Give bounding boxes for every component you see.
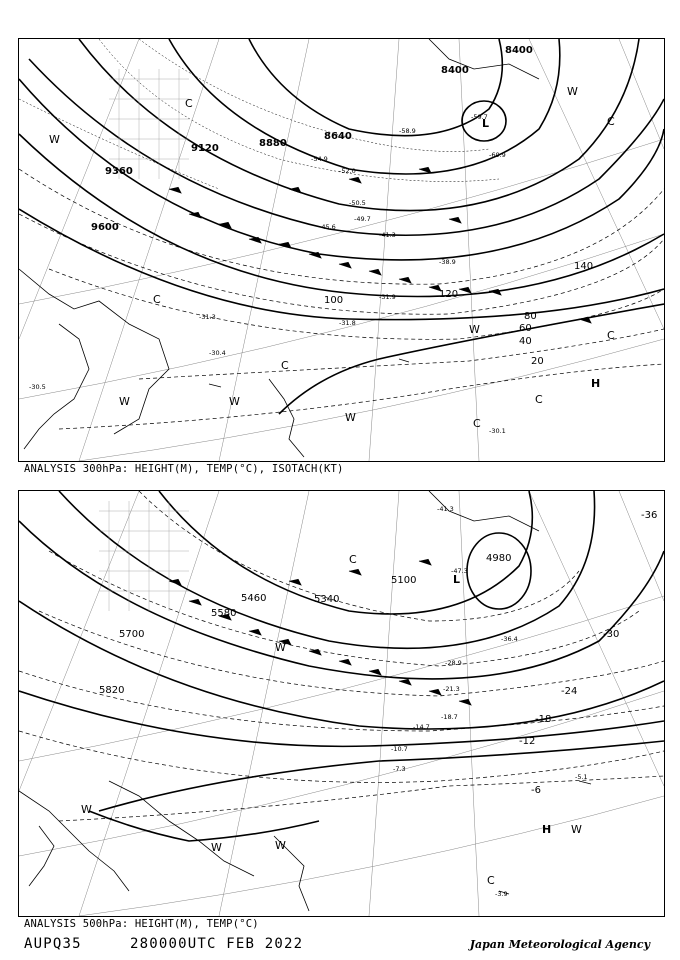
analysis-300hpa-map (18, 38, 665, 462)
height-label: 9120 (191, 143, 219, 154)
height-contours-500 (19, 491, 664, 841)
temperature-label: -5.1 (575, 773, 588, 781)
warm-center-marker: W (567, 85, 578, 98)
cold-center-marker: C (349, 553, 357, 566)
cold-center-marker: C (487, 874, 495, 887)
temperature-label-group-300 (29, 113, 506, 435)
height-label: 5820 (99, 685, 125, 696)
warm-center-marker: W (275, 641, 286, 654)
temperature-label: -3.9 (495, 890, 508, 898)
height-label: 8400 (505, 45, 533, 56)
warm-center-marker: W (469, 323, 480, 336)
temperature-label: -21.3 (443, 685, 460, 693)
temperature-label: -36.4 (501, 635, 518, 643)
warm-center-marker: W (49, 133, 60, 146)
station-grid-500 (99, 501, 189, 611)
temperature-label: -31.8 (339, 319, 356, 327)
low-center-marker: L (453, 573, 461, 586)
isotach-label: 140 (574, 261, 594, 272)
temperature-label: -18.7 (441, 713, 458, 721)
high-center-marker: H (591, 377, 601, 390)
isotach-label: 60 (519, 323, 532, 334)
isotherm-label: -18 (535, 714, 552, 725)
warm-center-marker: W (119, 395, 130, 408)
isotach-label: 100 (324, 295, 344, 306)
analysis-500hpa-map (18, 490, 665, 917)
cold-center-marker: C (473, 417, 481, 430)
warm-center-marker: W (571, 823, 582, 836)
height-label: 5700 (119, 629, 145, 640)
map-500-canvas (19, 491, 664, 916)
temperature-label: -30.1 (489, 427, 506, 435)
warm-center-marker: W (211, 841, 222, 854)
height-label: 8880 (259, 138, 287, 149)
temperature-label: -31.9 (379, 293, 396, 301)
temperature-label: -7.3 (393, 765, 406, 773)
caption-300hpa: ANALYSIS 300hPa: HEIGHT(M), TEMP(°C), ISOTACH(KT) (24, 463, 344, 475)
graticule-300 (19, 39, 664, 461)
temperature-label: -45.6 (319, 223, 336, 231)
height-label: 4980 (486, 553, 512, 564)
cold-center-marker: C (607, 115, 615, 128)
height-label: 5460 (241, 593, 267, 604)
warm-center-marker: W (229, 395, 240, 408)
height-label: 5340 (314, 594, 340, 605)
valid-time: 280000UTC FEB 2022 (129, 936, 304, 952)
isotach-label: 40 (519, 336, 532, 347)
isotherm-label: -36 (641, 510, 658, 521)
graticule-500 (19, 491, 664, 916)
temperature-label: -47.3 (451, 567, 468, 575)
temperature-label: -58.9 (399, 127, 416, 135)
height-label: 5580 (211, 608, 237, 619)
cold-center-marker: C (185, 97, 193, 110)
warm-center-marker: W (345, 411, 356, 424)
isotach-label: 80 (524, 311, 537, 322)
isotherm-label: -6 (531, 785, 541, 796)
map-300-canvas (19, 39, 664, 461)
height-label: 9600 (91, 222, 119, 233)
temperature-label: -41.3 (437, 505, 454, 513)
isotherm-label: -24 (561, 686, 578, 697)
isotherms-300 (19, 39, 499, 189)
temperature-label: -50.5 (349, 199, 366, 207)
isotach-label: 20 (531, 356, 544, 367)
temperature-label: -10.7 (391, 745, 408, 753)
caption-500hpa: ANALYSIS 500hPa: HEIGHT(M), TEMP(°C) (24, 918, 259, 930)
temperature-label: -52.0 (339, 167, 356, 175)
height-label: 8640 (324, 131, 352, 142)
isotherm-label: -12 (519, 736, 536, 747)
isotherm-label: -30 (603, 629, 620, 640)
temperature-label: -14.7 (413, 723, 430, 731)
station-grid-300 (109, 69, 189, 179)
temperature-label: -28.9 (445, 659, 462, 667)
temperature-label: -60.9 (489, 151, 506, 159)
height-label: 9360 (105, 166, 133, 177)
temperature-label: -59.7 (471, 113, 488, 121)
temperature-label: -30.5 (29, 383, 46, 391)
warm-center-marker: W (275, 839, 286, 852)
isotach-label: 120 (439, 289, 459, 300)
cold-center-marker: C (535, 393, 543, 406)
height-label: 5100 (391, 575, 417, 586)
temperature-label: -30.4 (209, 349, 226, 357)
height-label: 8400 (441, 65, 469, 76)
warm-center-marker: W (81, 803, 92, 816)
chart-id-line (24, 936, 303, 952)
low-center-marker: L (482, 117, 490, 130)
temperature-label: -54.9 (311, 155, 328, 163)
high-center-marker: H (542, 823, 552, 836)
cold-center-marker: C (281, 359, 289, 372)
isotach-label-group-300 (324, 261, 593, 367)
cold-center-marker: C (607, 329, 615, 342)
chart-code: AUPQ35 (24, 936, 82, 952)
temperature-label: -41.3 (379, 231, 396, 239)
cold-center-marker: C (153, 293, 161, 306)
agency-name: Japan Meteorological Agency (469, 938, 650, 951)
temperature-label: -31.3 (199, 313, 216, 321)
temperature-label: -38.9 (439, 258, 456, 266)
temperature-label: -49.7 (354, 215, 371, 223)
